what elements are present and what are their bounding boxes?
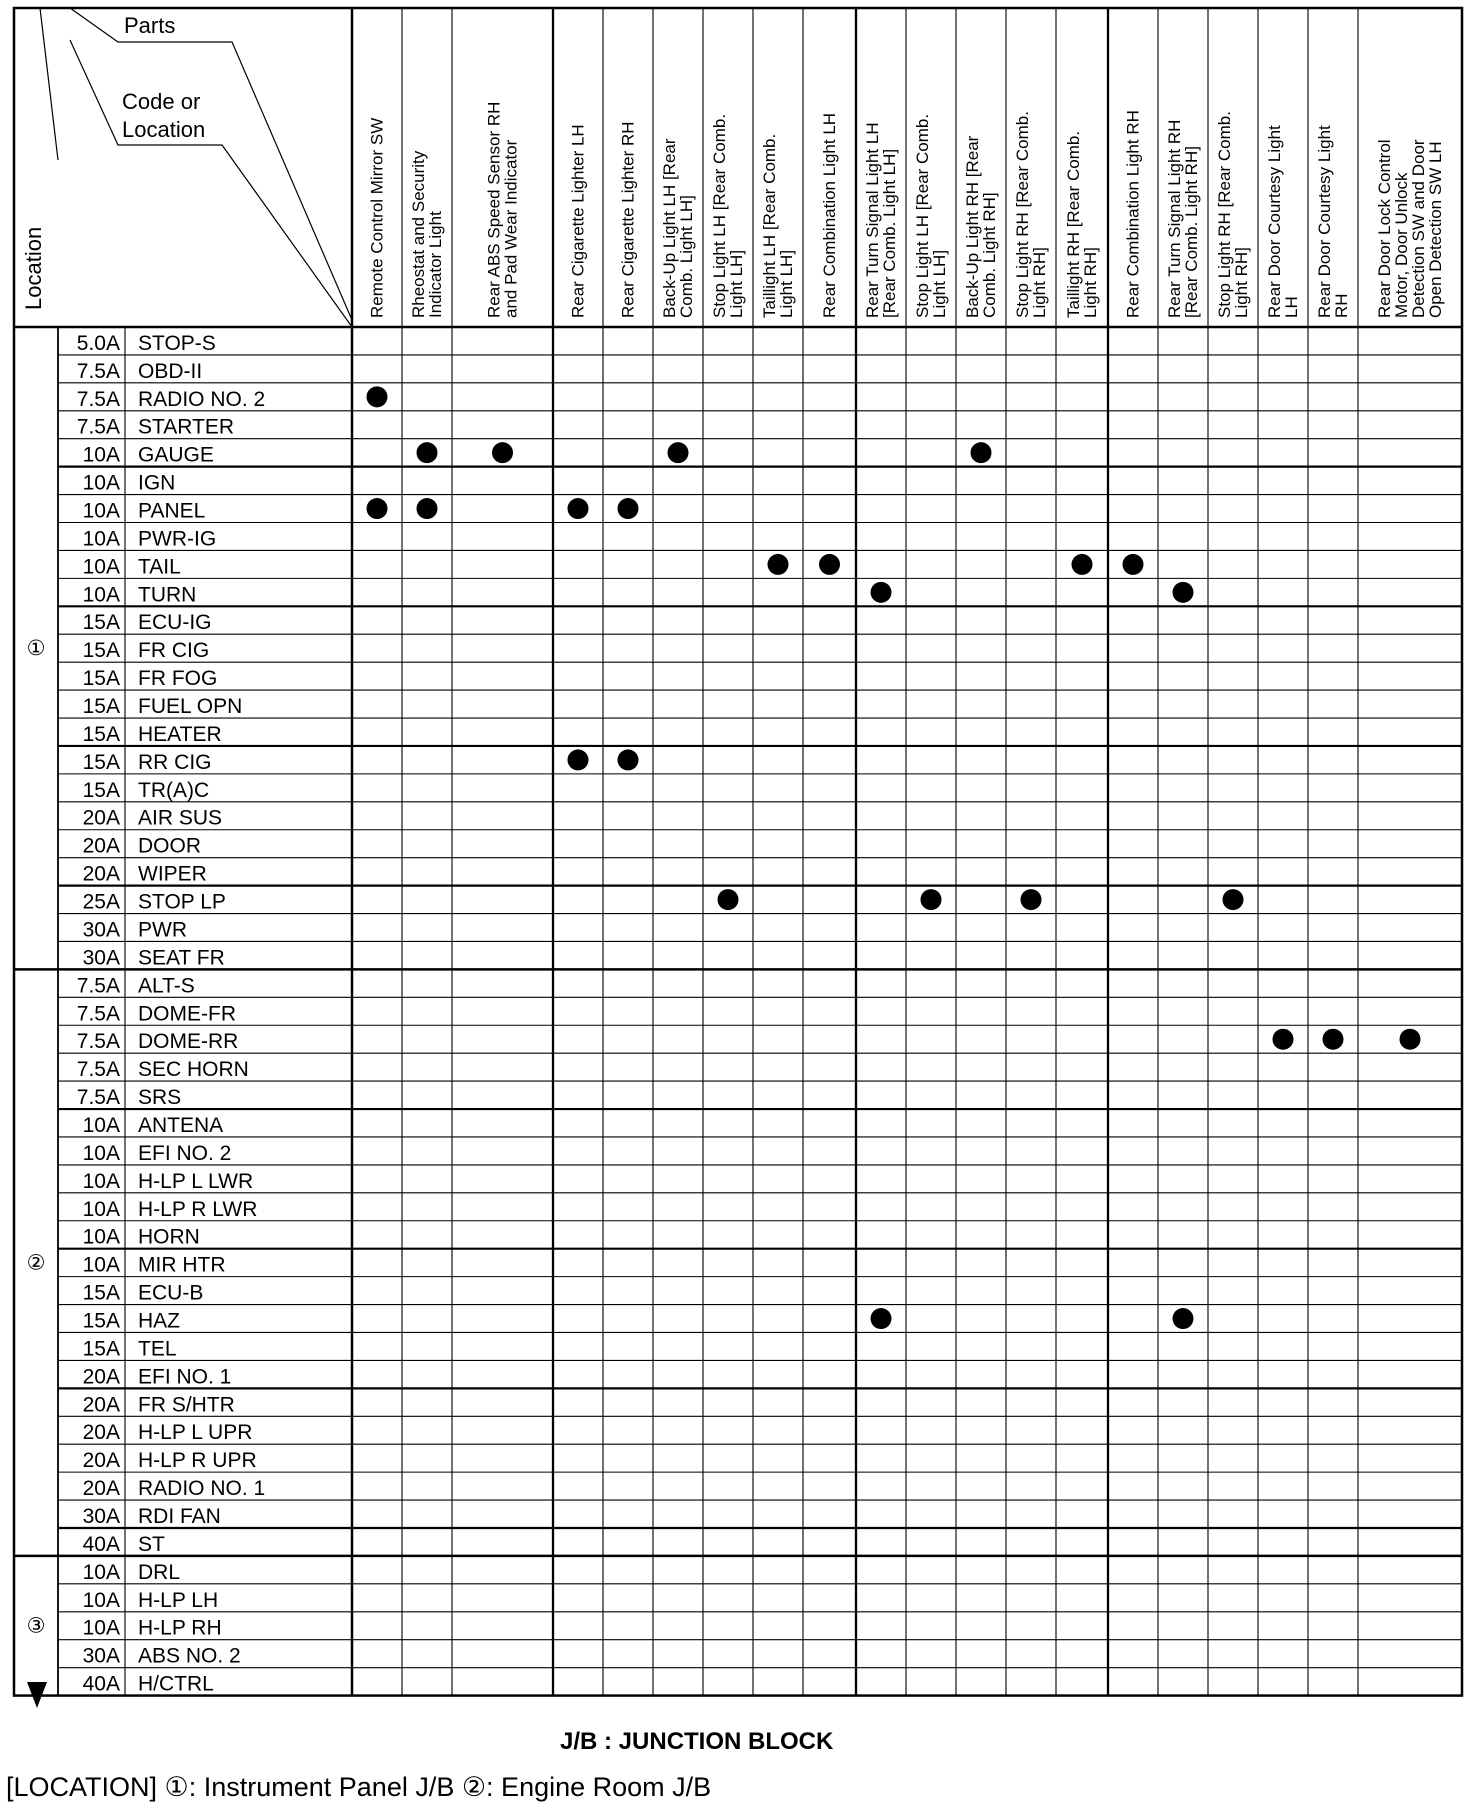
fuse-rating: 7.5A — [76, 387, 120, 411]
fuse-rating: 15A — [82, 667, 120, 691]
fuse-code: GAUGE — [138, 443, 214, 467]
fuse-rating: 10A — [82, 471, 120, 495]
fuse-rating: 10A — [82, 555, 120, 579]
connection-dot — [1173, 1308, 1194, 1329]
connection-dot — [718, 889, 739, 910]
connection-dot — [668, 442, 689, 463]
connection-dot — [1072, 554, 1093, 575]
fuse-code: ECU-IG — [138, 611, 212, 635]
fuse-code: SRS — [138, 1086, 182, 1110]
fuse-rating: 10A — [82, 1141, 120, 1165]
column-header-back-up-light-lh: Back-Up Light LH [Rear — [660, 138, 679, 318]
fuse-code: HORN — [138, 1225, 200, 1249]
fuse-code: H-LP LH — [138, 1588, 219, 1612]
connection-dot — [1223, 889, 1244, 910]
connection-dot — [1323, 1029, 1344, 1050]
fuse-code: DOOR — [138, 834, 201, 858]
column-header-stop-light-rh: Stop Light RH [Rear Comb. — [1013, 111, 1032, 318]
fuse-rating: 5.0A — [76, 331, 120, 355]
column-header-taillight-lh-line2: Light LH] — [777, 249, 796, 318]
fuse-code: OBD-II — [138, 359, 203, 383]
corner-location-label: Location — [122, 117, 206, 142]
fuse-rating: 15A — [82, 722, 120, 746]
fuse-code: ALT-S — [138, 974, 195, 998]
fuse-rating: 7.5A — [76, 1030, 120, 1054]
column-header-rear-combination-light-rh: Rear Combination Light RH — [1123, 110, 1143, 318]
connection-dot — [819, 554, 840, 575]
fuse-rating: 30A — [82, 918, 120, 942]
connection-dot — [1273, 1029, 1294, 1050]
connection-dot — [768, 554, 789, 575]
fuse-rating: 15A — [82, 695, 120, 719]
fuse-rating: 15A — [82, 750, 120, 774]
fuse-code: DOME-RR — [138, 1030, 239, 1054]
fuse-code: RADIO NO. 1 — [138, 1477, 266, 1501]
column-header-rear-door-courtesy-light-rh: Rear Door Courtesy Light — [1315, 125, 1334, 318]
fuse-rating: 40A — [82, 1672, 120, 1696]
fuse-code: ANTENA — [138, 1113, 224, 1137]
fuse-rating: 7.5A — [76, 974, 120, 998]
fuse-rating: 10A — [82, 527, 120, 551]
fuse-rating: 10A — [82, 1197, 120, 1221]
column-header-rear-door-courtesy-light-rh-line2: RH — [1332, 293, 1351, 318]
fuse-code: H/CTRL — [138, 1672, 214, 1696]
fuse-code: TAIL — [138, 555, 181, 579]
fuse-rating: 20A — [82, 1449, 120, 1473]
fuse-code: DRL — [138, 1560, 181, 1584]
fuse-code: EFI NO. 1 — [138, 1365, 232, 1389]
fuse-rating: 15A — [82, 639, 120, 663]
fuse-code: PWR — [138, 918, 187, 942]
connection-dot — [618, 498, 639, 519]
connection-dot — [1021, 889, 1042, 910]
fuse-code: TEL — [138, 1337, 177, 1361]
fuse-code: STOP-S — [138, 331, 216, 355]
fuse-code: DOME-FR — [138, 1002, 236, 1026]
fuse-rating: 20A — [82, 862, 120, 886]
column-header-back-up-light-rh-line2: Comb. Light RH] — [980, 192, 999, 318]
fuse-code: HAZ — [138, 1309, 180, 1333]
fuse-code: SEAT FR — [138, 946, 225, 970]
column-header-rear-door-lock-control-lh: Rear Door Lock Control — [1375, 139, 1394, 318]
fuse-code: MIR HTR — [138, 1253, 226, 1277]
column-header-taillight-rh-line2: Light RH] — [1081, 247, 1100, 318]
column-header-rear-cigarette-lighter-rh: Rear Cigarette Lighter RH — [618, 121, 638, 318]
fuse-rating: 10A — [82, 1588, 120, 1612]
column-header-stop-light-rh-2-line2: Light RH] — [1232, 247, 1251, 318]
fuse-rating: 7.5A — [76, 415, 120, 439]
column-header-back-up-light-lh-line2: Comb. Light LH] — [677, 195, 696, 318]
fuse-code: H-LP L LWR — [138, 1169, 254, 1193]
column-header-rheostat-security-light-line2: Indicator Light — [426, 211, 445, 318]
fuse-code: FR CIG — [138, 639, 210, 663]
fuse-rating: 15A — [82, 1281, 120, 1305]
fuse-code: TURN — [138, 583, 197, 607]
fuse-code: H-LP R LWR — [138, 1197, 258, 1221]
connection-dot — [492, 442, 513, 463]
fuse-rating: 15A — [82, 1309, 120, 1333]
fuse-rating: 10A — [82, 499, 120, 523]
column-header-rheostat-security-light: Rheostat and Security — [409, 150, 428, 318]
column-header-rear-turn-signal-light-rh-line2: [Rear Comb. Light RH] — [1182, 146, 1201, 318]
column-header-back-up-light-rh: Back-Up Light RH [Rear — [963, 135, 982, 318]
fuse-code: PWR-IG — [138, 527, 217, 551]
connection-dot — [618, 749, 639, 770]
fuse-rating: 10A — [82, 1225, 120, 1249]
connection-dot — [1400, 1029, 1421, 1050]
fuse-rating: 10A — [82, 1169, 120, 1193]
legend-location-line: [LOCATION] ①: Instrument Panel J/B ②: Engine Room J/B — [6, 1772, 712, 1802]
fuse-code: RR CIG — [138, 750, 212, 774]
fuse-rating: 20A — [82, 834, 120, 858]
fuse-rating: 15A — [82, 611, 120, 635]
fuse-rating: 30A — [82, 1644, 120, 1668]
fuse-code: FR FOG — [138, 667, 218, 691]
fuse-rating: 10A — [82, 1616, 120, 1640]
column-header-remote-control-mirror-sw: Remote Control Mirror SW — [367, 117, 387, 318]
column-header-rear-door-lock-control-lh-line2: Motor, Door Unlock — [1392, 172, 1411, 318]
fuse-rating: 30A — [82, 1504, 120, 1528]
legend-title: J/B : JUNCTION BLOCK — [560, 1728, 834, 1755]
column-header-stop-light-lh-2: Stop Light LH [Rear Comb. — [913, 113, 932, 318]
fuse-rating: 15A — [82, 778, 120, 802]
corner-code-label: Code or — [122, 89, 201, 114]
fuse-rating: 30A — [82, 946, 120, 970]
location-marker-2: ② — [26, 1251, 46, 1275]
column-header-stop-light-lh-line2: Light LH] — [727, 249, 746, 318]
fuse-code: ABS NO. 2 — [138, 1644, 241, 1668]
connection-dot — [1173, 582, 1194, 603]
fuse-rating: 15A — [82, 1337, 120, 1361]
fuse-rating: 20A — [82, 1421, 120, 1445]
connection-dot — [367, 386, 388, 407]
column-header-stop-light-lh: Stop Light LH [Rear Comb. — [710, 113, 729, 318]
fuse-rating: 10A — [82, 1253, 120, 1277]
connection-dot — [367, 498, 388, 519]
column-header-rear-turn-signal-light-lh: Rear Turn Signal Light LH — [863, 122, 882, 318]
fuse-rating: 10A — [82, 1113, 120, 1137]
column-header-rear-door-courtesy-light-lh: Rear Door Courtesy Light — [1265, 125, 1284, 318]
connection-dot — [871, 582, 892, 603]
fuse-rating: 20A — [82, 806, 120, 830]
fuse-rating: 20A — [82, 1365, 120, 1389]
fuse-rating: 7.5A — [76, 359, 120, 383]
fuse-code: ST — [138, 1532, 165, 1556]
column-header-rear-door-lock-control-lh-line3: Detection SW and Door — [1409, 139, 1428, 318]
location-axis-label: Location — [21, 226, 46, 310]
fuse-code: RADIO NO. 2 — [138, 387, 266, 411]
fuse-code: H-LP RH — [138, 1616, 222, 1640]
column-header-rear-door-lock-control-lh-line4: Open Detection SW LH — [1426, 141, 1445, 318]
connection-dot — [568, 749, 589, 770]
connection-dot — [921, 889, 942, 910]
column-header-stop-light-lh-2-line2: Light LH] — [930, 249, 949, 318]
fuse-code: STOP LP — [138, 890, 226, 914]
fuse-rating: 10A — [82, 583, 120, 607]
connection-dot — [568, 498, 589, 519]
column-header-taillight-rh: Taillight RH [Rear Comb. — [1064, 130, 1083, 318]
fuse-code: H-LP R UPR — [138, 1449, 257, 1473]
fuse-rating: 20A — [82, 1393, 120, 1417]
connection-dot — [417, 442, 438, 463]
location-marker-1: ① — [26, 637, 46, 661]
fuse-code: RDI FAN — [138, 1504, 221, 1528]
connection-dot — [971, 442, 992, 463]
fuse-code: EFI NO. 2 — [138, 1141, 232, 1165]
column-header-rear-abs-speed-sensor-rh-line2: and Pad Wear Indicator — [501, 139, 521, 318]
fuse-code: STARTER — [138, 415, 235, 439]
location-marker-3: ③ — [26, 1614, 46, 1638]
connection-dot — [1123, 554, 1144, 575]
fuse-rating: 10A — [82, 1560, 120, 1584]
fuse-rating: 20A — [82, 1477, 120, 1501]
column-header-rear-abs-speed-sensor-rh: Rear ABS Speed Sensor RH — [484, 101, 504, 318]
fuse-rating: 7.5A — [76, 1086, 120, 1110]
column-header-rear-turn-signal-light-lh-line2: [Rear Comb. Light LH] — [880, 148, 899, 318]
fuse-code: FR S/HTR — [138, 1393, 235, 1417]
fuse-code: H-LP L UPR — [138, 1421, 253, 1445]
fuse-code: AIR SUS — [138, 806, 223, 830]
column-header-stop-light-rh-line2: Light RH] — [1030, 247, 1049, 318]
fuse-rating: 10A — [82, 443, 120, 467]
connection-dot — [871, 1308, 892, 1329]
connection-dot — [417, 498, 438, 519]
fuse-code: SEC HORN — [138, 1058, 249, 1082]
fuse-rating: 7.5A — [76, 1002, 120, 1026]
fuse-code: FUEL OPN — [138, 695, 243, 719]
corner-parts-label: Parts — [124, 13, 176, 38]
column-header-rear-combination-light-lh: Rear Combination Light LH — [820, 112, 839, 318]
fuse-code: PANEL — [138, 499, 206, 523]
fuse-code: IGN — [138, 471, 176, 495]
fuse-code: TR(A)C — [138, 778, 210, 802]
column-header-rear-door-courtesy-light-lh-line2: LH — [1282, 296, 1301, 318]
column-header-rear-turn-signal-light-rh: Rear Turn Signal Light RH — [1165, 119, 1184, 318]
column-header-stop-light-rh-2: Stop Light RH [Rear Comb. — [1215, 111, 1234, 318]
fuse-code: HEATER — [138, 722, 222, 746]
fuse-code: WIPER — [138, 862, 207, 886]
fuse-code: ECU-B — [138, 1281, 204, 1305]
fuse-rating: 25A — [82, 890, 120, 914]
fuse-rating: 40A — [82, 1532, 120, 1556]
fuse-rating: 7.5A — [76, 1058, 120, 1082]
column-header-rear-cigarette-lighter-lh: Rear Cigarette Lighter LH — [568, 124, 588, 318]
column-header-taillight-lh: Taillight LH [Rear Comb. — [760, 133, 779, 318]
